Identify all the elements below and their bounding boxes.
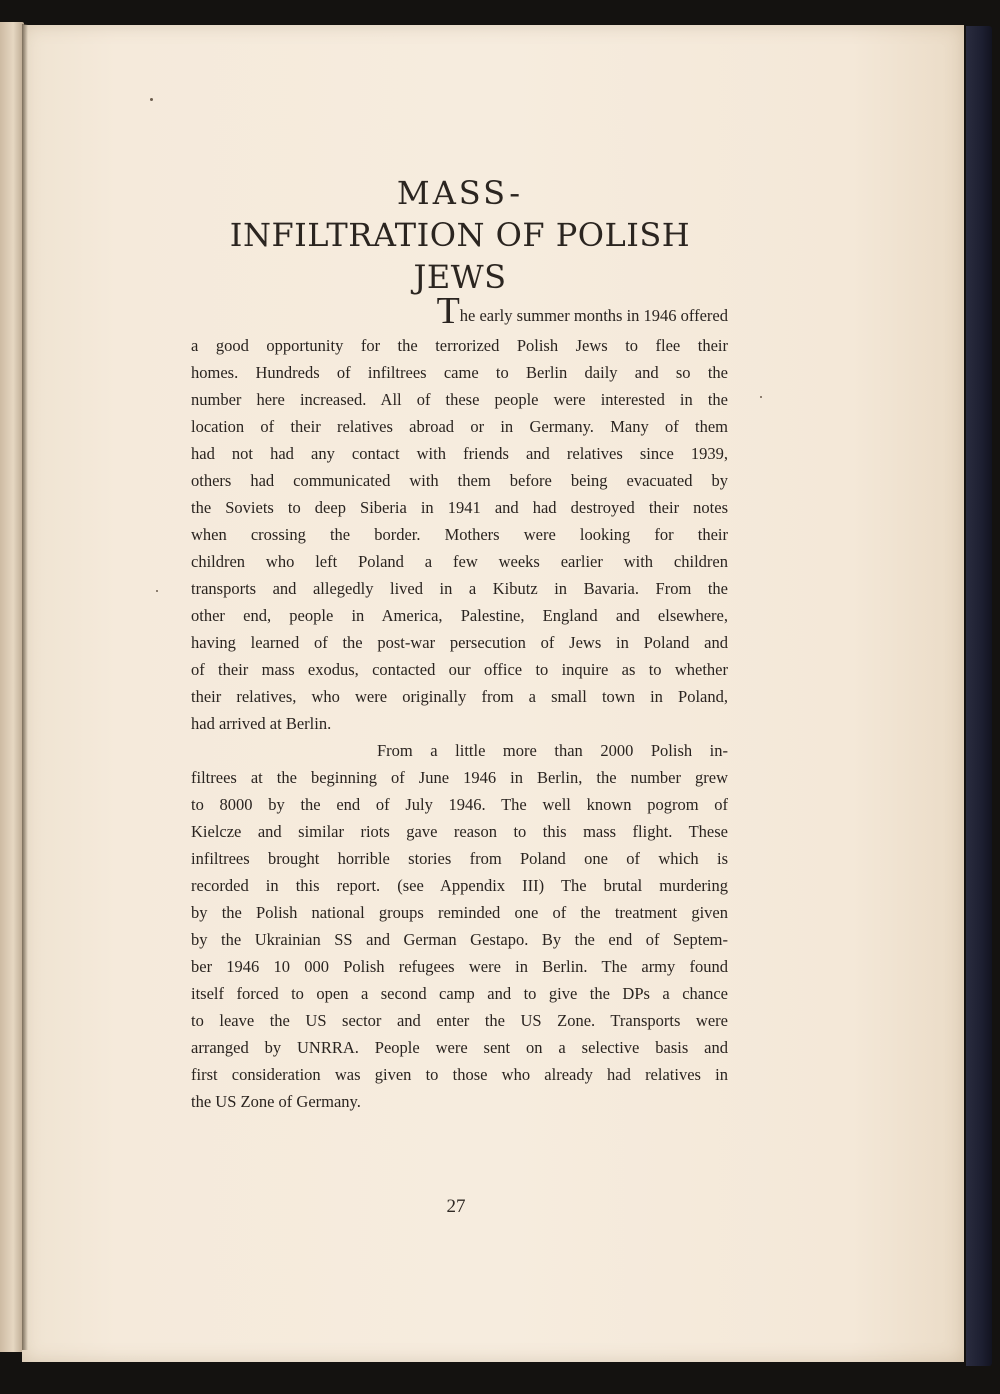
body-text xyxy=(191,287,728,1115)
previous-page-edge xyxy=(0,22,24,1352)
text-line: infiltrees brought horrible stories from Poland one of which is xyxy=(191,849,728,868)
text-line: itself forced to open a second camp and to give the DPs a chance xyxy=(191,984,728,1003)
text-line: homes. Hundreds of infiltrees came to Berlin daily and so the xyxy=(191,363,728,382)
page-title xyxy=(190,172,730,298)
text-line: Kielcze and similar riots gave reason to this mass flight. These xyxy=(191,822,728,841)
paper-speck xyxy=(156,590,158,592)
paper-speck xyxy=(760,396,762,398)
text-line: of their mass exodus, contacted our office to inquire as to whether xyxy=(191,660,728,679)
text-line: the US Zone of Germany. xyxy=(191,1092,361,1111)
spine-shadow xyxy=(22,24,28,1350)
text-line: arranged by UNRRA. People were sent on a selective basis and xyxy=(191,1038,728,1057)
text-line: had arrived at Berlin. xyxy=(191,714,332,733)
text-line: having learned of the post-war persecution of Jews in Poland and xyxy=(191,633,728,652)
text-line: a good opportunity for the terrorized Polish Jews to flee their xyxy=(191,336,728,355)
title-line-1: MASS- xyxy=(396,174,524,212)
paper-speck xyxy=(150,98,153,101)
first-line-text: he early summer months in 1946 offered xyxy=(459,306,728,325)
text-line: first consideration was given to those who already had relatives in xyxy=(191,1065,728,1084)
text-line: transports and allegedly lived in a Kibutz in Bavaria. From the xyxy=(191,579,728,598)
text-line: to leave the US sector and enter the US Zone. Transports were xyxy=(191,1011,728,1030)
text-line: ber 1946 10 000 Polish refugees were in Berlin. The army found xyxy=(191,957,728,976)
page-number: 27 xyxy=(446,1196,466,1217)
text-line: filtrees at the beginning of June 1946 in Berlin, the number grew xyxy=(191,768,728,787)
text-line: by the Ukrainian SS and German Gestapo. By the end of Septem- xyxy=(191,930,728,949)
text-line: From a little more than 2000 Polish in- xyxy=(377,741,728,760)
text-line: others had communicated with them before being evacuated by xyxy=(191,471,728,490)
text-line: had not had any contact with friends and relatives since 1939, xyxy=(191,444,728,463)
text-line: number here increased. All of these people were interested in the xyxy=(191,390,728,409)
text-line: other end, people in America, Palestine, England and elsewhere, xyxy=(191,606,728,625)
text-line: children who left Poland a few weeks earlier with children xyxy=(191,552,728,571)
text-line: recorded in this report. (see Appendix III) The brutal murdering xyxy=(191,876,728,895)
paragraph-1-first-line xyxy=(191,287,728,332)
text-line: the Soviets to deep Siberia in 1941 and had destroyed their notes xyxy=(191,498,728,517)
drop-cap: T xyxy=(436,290,460,332)
title-line-2: INFILTRATION OF POLISH JEWS xyxy=(229,216,691,296)
text-line: their relatives, who were originally from a small town in Poland, xyxy=(191,687,728,706)
text-line: by the Polish national groups reminded one of the treatment given xyxy=(191,903,728,922)
paragraph-2 xyxy=(191,737,728,1115)
text-line: to 8000 by the end of July 1946. The well known pogrom of xyxy=(191,795,728,814)
paragraph-1 xyxy=(191,287,728,737)
text-line: when crossing the border. Mothers were looking for their xyxy=(191,525,728,544)
text-line: location of their relatives abroad or in Germany. Many of them xyxy=(191,417,728,436)
book-cover-edge xyxy=(966,26,992,1366)
